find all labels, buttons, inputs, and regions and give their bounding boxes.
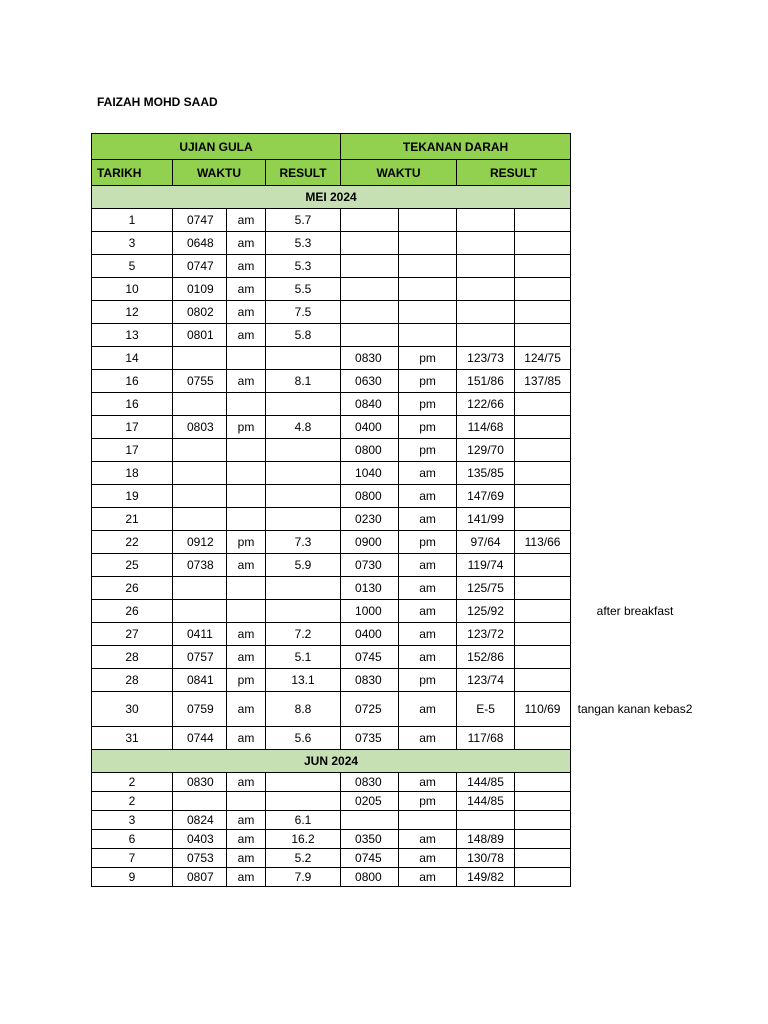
glucose-ampm-cell xyxy=(227,439,266,462)
glucose-time-cell: 0801 xyxy=(173,324,227,347)
glucose-time-cell xyxy=(173,600,227,623)
header-result-gula: RESULT xyxy=(266,160,341,186)
glucose-ampm-cell xyxy=(227,577,266,600)
glucose-time-cell xyxy=(173,508,227,531)
glucose-time-cell xyxy=(173,393,227,416)
table-row xyxy=(92,600,571,623)
bp-time-cell: 0800 xyxy=(341,868,399,887)
bp-time-cell: 0830 xyxy=(341,773,399,792)
month-label: MEI 2024 xyxy=(92,186,571,209)
bp-ampm-cell: am xyxy=(399,600,457,623)
glucose-time-cell: 0830 xyxy=(173,773,227,792)
bp-reading-2-cell xyxy=(515,324,571,347)
bp-reading-2-cell xyxy=(515,255,571,278)
glucose-time-cell: 0802 xyxy=(173,301,227,324)
bp-time-cell xyxy=(341,255,399,278)
bp-ampm-cell xyxy=(399,232,457,255)
glucose-ampm-cell xyxy=(227,347,266,370)
bp-ampm-cell: pm xyxy=(399,792,457,811)
bp-time-cell: 0730 xyxy=(341,554,399,577)
glucose-ampm-cell xyxy=(227,393,266,416)
bp-reading-1-cell: 123/73 xyxy=(457,347,515,370)
glucose-ampm-cell: am xyxy=(227,554,266,577)
tarikh-cell: 10 xyxy=(92,278,173,301)
health-log-table xyxy=(91,133,571,887)
tarikh-cell: 17 xyxy=(92,439,173,462)
bp-time-cell: 0900 xyxy=(341,531,399,554)
glucose-ampm-cell: am xyxy=(227,773,266,792)
month-header-row xyxy=(92,750,571,773)
tarikh-cell: 17 xyxy=(92,416,173,439)
bp-ampm-cell: am xyxy=(399,462,457,485)
tarikh-cell: 12 xyxy=(92,301,173,324)
bp-time-cell xyxy=(341,278,399,301)
glucose-ampm-cell: am xyxy=(227,849,266,868)
bp-time-cell: 0830 xyxy=(341,347,399,370)
bp-reading-1-cell xyxy=(457,811,515,830)
bp-ampm-cell: am xyxy=(399,830,457,849)
glucose-result-cell: 7.2 xyxy=(266,623,341,646)
bp-time-cell: 0830 xyxy=(341,669,399,692)
glucose-result-cell xyxy=(266,347,341,370)
bp-ampm-cell: am xyxy=(399,692,457,727)
bp-reading-1-cell: 114/68 xyxy=(457,416,515,439)
tarikh-cell: 16 xyxy=(92,393,173,416)
bp-time-cell: 0350 xyxy=(341,830,399,849)
table-row xyxy=(92,278,571,301)
glucose-ampm-cell xyxy=(227,600,266,623)
glucose-result-cell: 5.3 xyxy=(266,232,341,255)
bp-ampm-cell xyxy=(399,278,457,301)
tarikh-cell: 1 xyxy=(92,209,173,232)
glucose-time-cell: 0109 xyxy=(173,278,227,301)
table-row xyxy=(92,324,571,347)
bp-reading-2-cell xyxy=(515,301,571,324)
glucose-time-cell: 0841 xyxy=(173,669,227,692)
bp-reading-1-cell: 147/69 xyxy=(457,485,515,508)
glucose-time-cell: 0757 xyxy=(173,646,227,669)
table-row xyxy=(92,508,571,531)
table-row xyxy=(92,393,571,416)
glucose-time-cell xyxy=(173,792,227,811)
table-row xyxy=(92,692,571,727)
bp-reading-2-cell xyxy=(515,669,571,692)
glucose-time-cell xyxy=(173,462,227,485)
tarikh-cell: 3 xyxy=(92,232,173,255)
bp-reading-1-cell: 144/85 xyxy=(457,792,515,811)
bp-reading-2-cell xyxy=(515,811,571,830)
glucose-result-cell: 7.5 xyxy=(266,301,341,324)
bp-time-cell: 1040 xyxy=(341,462,399,485)
bp-time-cell: 0735 xyxy=(341,727,399,750)
glucose-result-cell xyxy=(266,462,341,485)
bp-reading-1-cell: 123/72 xyxy=(457,623,515,646)
bp-reading-2-cell: 137/85 xyxy=(515,370,571,393)
bp-reading-1-cell xyxy=(457,324,515,347)
glucose-result-cell xyxy=(266,577,341,600)
header-tekanan-darah: TEKANAN DARAH xyxy=(341,134,571,160)
bp-reading-2-cell xyxy=(515,773,571,792)
glucose-ampm-cell: pm xyxy=(227,669,266,692)
glucose-time-cell: 0744 xyxy=(173,727,227,750)
glucose-ampm-cell: am xyxy=(227,811,266,830)
table-row xyxy=(92,646,571,669)
glucose-time-cell: 0912 xyxy=(173,531,227,554)
tarikh-cell: 30 xyxy=(92,692,173,727)
bp-reading-2-cell xyxy=(515,232,571,255)
bp-time-cell: 0800 xyxy=(341,439,399,462)
bp-reading-1-cell: 148/89 xyxy=(457,830,515,849)
bp-ampm-cell: pm xyxy=(399,669,457,692)
glucose-result-cell: 8.1 xyxy=(266,370,341,393)
header-ujian-gula: UJIAN GULA xyxy=(92,134,341,160)
bp-ampm-cell xyxy=(399,324,457,347)
glucose-ampm-cell: am xyxy=(227,692,266,727)
bp-reading-1-cell: 152/86 xyxy=(457,646,515,669)
bp-ampm-cell: am xyxy=(399,727,457,750)
bp-time-cell: 0400 xyxy=(341,623,399,646)
bp-time-cell: 0725 xyxy=(341,692,399,727)
table-row xyxy=(92,849,571,868)
bp-reading-1-cell xyxy=(457,209,515,232)
glucose-ampm-cell: pm xyxy=(227,416,266,439)
bp-ampm-cell: am xyxy=(399,868,457,887)
month-label: JUN 2024 xyxy=(92,750,571,773)
glucose-ampm-cell: am xyxy=(227,646,266,669)
bp-ampm-cell: am xyxy=(399,508,457,531)
bp-reading-1-cell: 149/82 xyxy=(457,868,515,887)
glucose-ampm-cell xyxy=(227,792,266,811)
table-row xyxy=(92,830,571,849)
glucose-time-cell: 0759 xyxy=(173,692,227,727)
table-row xyxy=(92,773,571,792)
tarikh-cell: 27 xyxy=(92,623,173,646)
bp-time-cell xyxy=(341,811,399,830)
tarikh-cell: 19 xyxy=(92,485,173,508)
bp-reading-1-cell: 97/64 xyxy=(457,531,515,554)
glucose-result-cell: 16.2 xyxy=(266,830,341,849)
bp-time-cell xyxy=(341,301,399,324)
table-row xyxy=(92,485,571,508)
tarikh-cell: 21 xyxy=(92,508,173,531)
glucose-ampm-cell xyxy=(227,462,266,485)
glucose-result-cell: 13.1 xyxy=(266,669,341,692)
bp-time-cell: 0800 xyxy=(341,485,399,508)
bp-reading-1-cell: 123/74 xyxy=(457,669,515,692)
month-header-row xyxy=(92,186,571,209)
header-waktu-gula: WAKTU xyxy=(173,160,266,186)
bp-ampm-cell: pm xyxy=(399,416,457,439)
bp-reading-1-cell xyxy=(457,255,515,278)
column-header-row xyxy=(92,160,571,186)
glucose-ampm-cell: pm xyxy=(227,531,266,554)
row-note: tangan kanan kebas2 xyxy=(577,701,693,716)
bp-reading-2-cell xyxy=(515,416,571,439)
table-row xyxy=(92,370,571,393)
table-row xyxy=(92,792,571,811)
tarikh-cell: 28 xyxy=(92,646,173,669)
glucose-result-cell: 5.5 xyxy=(266,278,341,301)
tarikh-cell: 26 xyxy=(92,600,173,623)
glucose-ampm-cell: am xyxy=(227,278,266,301)
bp-reading-2-cell xyxy=(515,623,571,646)
glucose-time-cell: 0648 xyxy=(173,232,227,255)
bp-ampm-cell: am xyxy=(399,646,457,669)
bp-ampm-cell: am xyxy=(399,623,457,646)
glucose-ampm-cell: am xyxy=(227,623,266,646)
bp-reading-1-cell xyxy=(457,232,515,255)
glucose-result-cell xyxy=(266,600,341,623)
glucose-time-cell: 0403 xyxy=(173,830,227,849)
table-row xyxy=(92,209,571,232)
bp-ampm-cell xyxy=(399,209,457,232)
glucose-ampm-cell: am xyxy=(227,255,266,278)
tarikh-cell: 16 xyxy=(92,370,173,393)
glucose-result-cell: 4.8 xyxy=(266,416,341,439)
bp-ampm-cell: am xyxy=(399,773,457,792)
glucose-result-cell: 5.2 xyxy=(266,849,341,868)
table-row xyxy=(92,255,571,278)
glucose-result-cell: 6.1 xyxy=(266,811,341,830)
glucose-result-cell: 8.8 xyxy=(266,692,341,727)
group-header-row xyxy=(92,134,571,160)
bp-ampm-cell: am xyxy=(399,485,457,508)
glucose-ampm-cell: am xyxy=(227,727,266,750)
bp-reading-2-cell xyxy=(515,849,571,868)
glucose-time-cell: 0824 xyxy=(173,811,227,830)
bp-reading-2-cell xyxy=(515,462,571,485)
table-row xyxy=(92,811,571,830)
bp-ampm-cell: pm xyxy=(399,370,457,393)
bp-time-cell: 0745 xyxy=(341,646,399,669)
glucose-ampm-cell: am xyxy=(227,370,266,393)
tarikh-cell: 13 xyxy=(92,324,173,347)
glucose-result-cell xyxy=(266,508,341,531)
tarikh-cell: 6 xyxy=(92,830,173,849)
tarikh-cell: 5 xyxy=(92,255,173,278)
bp-reading-2-cell xyxy=(515,278,571,301)
bp-reading-1-cell: 144/85 xyxy=(457,773,515,792)
glucose-ampm-cell: am xyxy=(227,324,266,347)
tarikh-cell: 2 xyxy=(92,773,173,792)
header-tarikh: TARIKH xyxy=(92,160,173,186)
bp-reading-1-cell: 141/99 xyxy=(457,508,515,531)
header-waktu-darah: WAKTU xyxy=(341,160,457,186)
glucose-time-cell: 0747 xyxy=(173,255,227,278)
glucose-result-cell xyxy=(266,485,341,508)
bp-reading-2-cell xyxy=(515,646,571,669)
bp-reading-1-cell: 135/85 xyxy=(457,462,515,485)
bp-reading-1-cell: 117/68 xyxy=(457,727,515,750)
glucose-result-cell: 5.7 xyxy=(266,209,341,232)
bp-reading-2-cell xyxy=(515,577,571,600)
bp-reading-2-cell xyxy=(515,727,571,750)
table-row xyxy=(92,232,571,255)
tarikh-cell: 31 xyxy=(92,727,173,750)
glucose-time-cell: 0755 xyxy=(173,370,227,393)
tarikh-cell: 9 xyxy=(92,868,173,887)
glucose-result-cell xyxy=(266,792,341,811)
bp-reading-2-cell: 113/66 xyxy=(515,531,571,554)
bp-ampm-cell: pm xyxy=(399,347,457,370)
bp-ampm-cell xyxy=(399,811,457,830)
tarikh-cell: 14 xyxy=(92,347,173,370)
table-row xyxy=(92,416,571,439)
glucose-result-cell: 7.3 xyxy=(266,531,341,554)
glucose-result-cell: 5.9 xyxy=(266,554,341,577)
bp-ampm-cell: am xyxy=(399,577,457,600)
glucose-time-cell: 0411 xyxy=(173,623,227,646)
bp-time-cell xyxy=(341,232,399,255)
bp-reading-1-cell: 129/70 xyxy=(457,439,515,462)
table-row xyxy=(92,868,571,887)
tarikh-cell: 18 xyxy=(92,462,173,485)
glucose-ampm-cell: am xyxy=(227,232,266,255)
glucose-result-cell xyxy=(266,773,341,792)
glucose-time-cell xyxy=(173,485,227,508)
bp-ampm-cell: pm xyxy=(399,439,457,462)
bp-reading-2-cell: 124/75 xyxy=(515,347,571,370)
tarikh-cell: 25 xyxy=(92,554,173,577)
header-result-darah: RESULT xyxy=(457,160,571,186)
glucose-time-cell xyxy=(173,347,227,370)
bp-reading-1-cell: 151/86 xyxy=(457,370,515,393)
bp-time-cell: 0230 xyxy=(341,508,399,531)
bp-time-cell: 0205 xyxy=(341,792,399,811)
glucose-time-cell: 0738 xyxy=(173,554,227,577)
glucose-ampm-cell xyxy=(227,508,266,531)
bp-reading-2-cell xyxy=(515,792,571,811)
bp-reading-1-cell xyxy=(457,301,515,324)
bp-ampm-cell: pm xyxy=(399,393,457,416)
table-row xyxy=(92,623,571,646)
bp-reading-2-cell xyxy=(515,393,571,416)
bp-ampm-cell: pm xyxy=(399,531,457,554)
table-row xyxy=(92,554,571,577)
bp-reading-2-cell xyxy=(515,485,571,508)
bp-reading-2-cell xyxy=(515,868,571,887)
tarikh-cell: 2 xyxy=(92,792,173,811)
glucose-time-cell: 0747 xyxy=(173,209,227,232)
bp-reading-2-cell xyxy=(515,554,571,577)
tarikh-cell: 22 xyxy=(92,531,173,554)
table-row xyxy=(92,301,571,324)
glucose-ampm-cell: am xyxy=(227,868,266,887)
glucose-result-cell: 5.3 xyxy=(266,255,341,278)
bp-reading-2-cell: 110/69 xyxy=(515,692,571,727)
bp-reading-2-cell xyxy=(515,209,571,232)
glucose-result-cell: 5.1 xyxy=(266,646,341,669)
glucose-ampm-cell: am xyxy=(227,209,266,232)
bp-time-cell xyxy=(341,324,399,347)
bp-reading-1-cell: E-5 xyxy=(457,692,515,727)
glucose-result-cell: 5.6 xyxy=(266,727,341,750)
table-row xyxy=(92,439,571,462)
tarikh-cell: 26 xyxy=(92,577,173,600)
bp-reading-2-cell xyxy=(515,600,571,623)
glucose-ampm-cell xyxy=(227,485,266,508)
bp-ampm-cell: am xyxy=(399,849,457,868)
glucose-time-cell xyxy=(173,439,227,462)
bp-reading-2-cell xyxy=(515,508,571,531)
bp-ampm-cell xyxy=(399,255,457,278)
table-row xyxy=(92,727,571,750)
bp-time-cell: 1000 xyxy=(341,600,399,623)
bp-time-cell xyxy=(341,209,399,232)
bp-time-cell: 0630 xyxy=(341,370,399,393)
table-row xyxy=(92,577,571,600)
bp-time-cell: 0745 xyxy=(341,849,399,868)
glucose-result-cell: 5.8 xyxy=(266,324,341,347)
bp-reading-1-cell: 130/78 xyxy=(457,849,515,868)
bp-reading-1-cell: 122/66 xyxy=(457,393,515,416)
bp-reading-2-cell xyxy=(515,439,571,462)
table-row xyxy=(92,669,571,692)
bp-reading-1-cell: 119/74 xyxy=(457,554,515,577)
bp-time-cell: 0840 xyxy=(341,393,399,416)
tarikh-cell: 7 xyxy=(92,849,173,868)
row-note: after breakfast xyxy=(596,603,674,618)
bp-reading-1-cell xyxy=(457,278,515,301)
tarikh-cell: 3 xyxy=(92,811,173,830)
table-row xyxy=(92,462,571,485)
glucose-time-cell xyxy=(173,577,227,600)
glucose-time-cell: 0807 xyxy=(173,868,227,887)
patient-name: FAIZAH MOHD SAAD xyxy=(97,95,218,109)
bp-ampm-cell xyxy=(399,301,457,324)
table-row xyxy=(92,347,571,370)
glucose-result-cell xyxy=(266,439,341,462)
table-body xyxy=(92,186,571,887)
bp-reading-2-cell xyxy=(515,830,571,849)
bp-reading-1-cell: 125/92 xyxy=(457,600,515,623)
glucose-time-cell: 0803 xyxy=(173,416,227,439)
glucose-result-cell xyxy=(266,393,341,416)
bp-ampm-cell: am xyxy=(399,554,457,577)
table-row xyxy=(92,531,571,554)
bp-time-cell: 0400 xyxy=(341,416,399,439)
glucose-result-cell: 7.9 xyxy=(266,868,341,887)
tarikh-cell: 28 xyxy=(92,669,173,692)
bp-time-cell: 0130 xyxy=(341,577,399,600)
glucose-ampm-cell: am xyxy=(227,301,266,324)
bp-reading-1-cell: 125/75 xyxy=(457,577,515,600)
glucose-ampm-cell: am xyxy=(227,830,266,849)
glucose-time-cell: 0753 xyxy=(173,849,227,868)
